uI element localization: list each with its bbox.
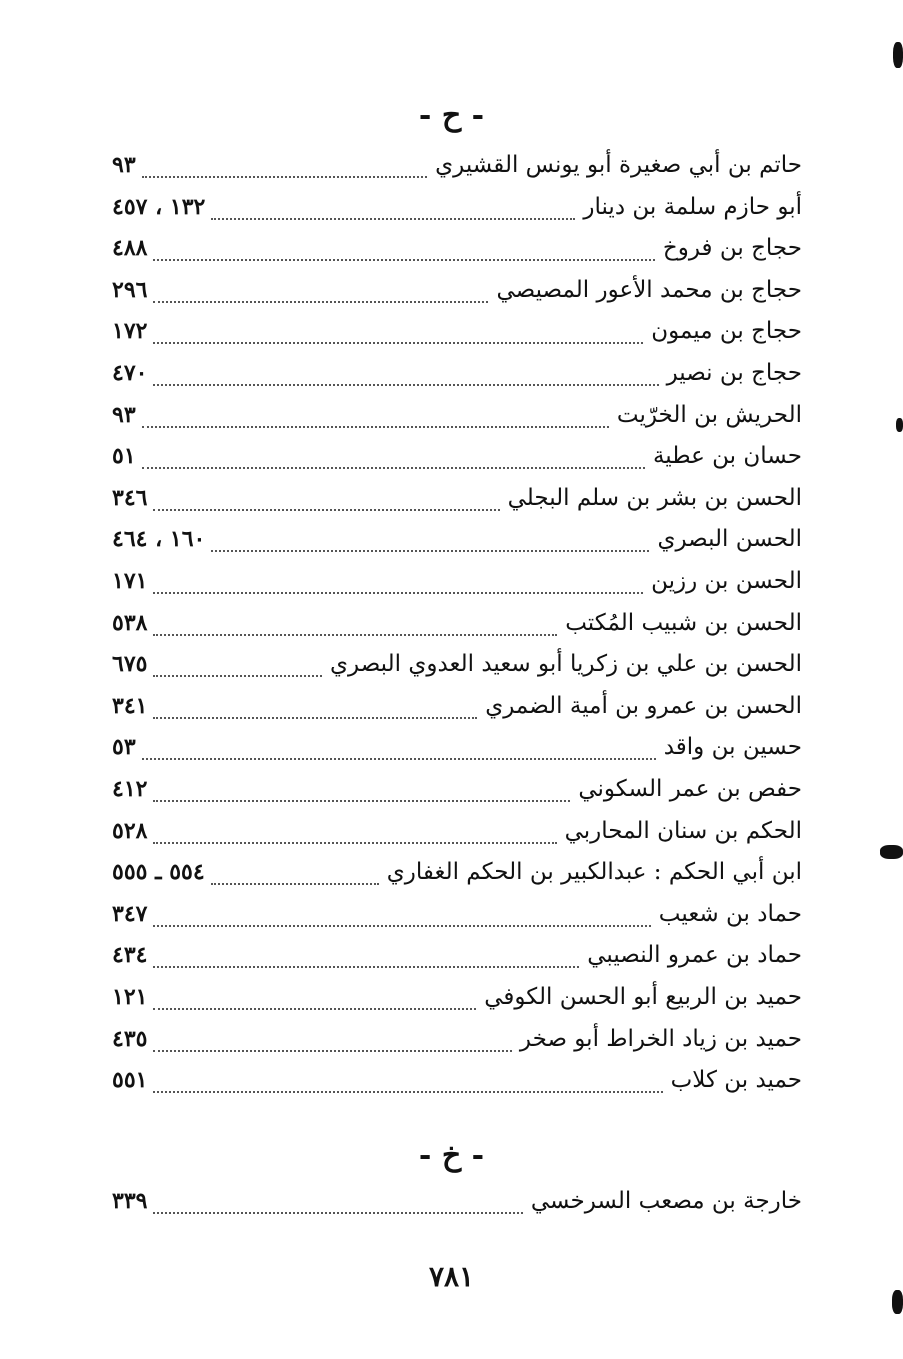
entry-pages: ١٧٢ xyxy=(112,318,148,345)
dot-leader xyxy=(153,1008,476,1010)
entry-pages: ٥٥١ xyxy=(112,1067,148,1094)
entry-name: حجاج بن فروخ xyxy=(662,235,802,262)
entry-pages: ٩٣ xyxy=(112,401,136,428)
dot-leader xyxy=(153,1050,511,1052)
index-entry xyxy=(112,818,802,860)
entry-name: الحسن بن رزين xyxy=(651,568,802,594)
entry-name: حميد بن كلاب xyxy=(670,1067,802,1094)
scan-mark xyxy=(896,418,903,432)
scan-mark xyxy=(892,1290,903,1314)
dot-leader xyxy=(153,925,650,927)
index-entry xyxy=(112,859,802,901)
entry-name: حميد بن زياد الخراط أبو صخر xyxy=(519,1025,802,1052)
entry-name: حفص بن عمر السكوني xyxy=(578,776,802,802)
dot-leader xyxy=(142,426,609,428)
index-entry xyxy=(112,485,802,527)
dot-leader xyxy=(153,342,643,344)
entry-pages: ٩٣ xyxy=(112,152,136,178)
index-entry xyxy=(112,651,802,693)
index-entry xyxy=(112,1026,802,1068)
entry-pages: ٤٨٨ xyxy=(112,235,148,262)
dot-leader xyxy=(153,717,477,719)
entry-pages: ١٧١ xyxy=(112,568,148,594)
entry-pages: ٢٩٦ xyxy=(112,276,148,303)
dot-leader xyxy=(153,842,556,844)
dot-leader xyxy=(153,509,499,511)
entry-name: حجاج بن محمد الأعور المصيصي xyxy=(496,276,802,303)
index-entry xyxy=(112,610,802,652)
entry-pages: ١٢١ xyxy=(112,984,148,1010)
entry-pages: ٥٢٨ xyxy=(112,817,148,844)
entry-name: حجاج بن نصير xyxy=(666,360,802,386)
index-entry xyxy=(112,693,802,735)
index-entry xyxy=(112,901,802,943)
index-entry xyxy=(112,734,802,776)
entry-pages: ٥١ xyxy=(112,443,136,470)
index-entry xyxy=(112,318,802,360)
index-entry xyxy=(112,1188,802,1230)
index-entry xyxy=(112,152,802,194)
section-header-ha: - ح - xyxy=(418,98,485,133)
dot-leader xyxy=(153,384,658,386)
index-entry xyxy=(112,526,802,568)
index-entry xyxy=(112,1067,802,1109)
entry-pages: ٣٤١ xyxy=(112,692,148,719)
entry-name: الحكم بن سنان المحاربي xyxy=(564,817,802,844)
entry-pages: ٤١٢ xyxy=(112,776,148,802)
dot-leader xyxy=(211,218,575,220)
entry-pages: ٥٣ xyxy=(112,734,136,761)
entry-pages: ٤٣٥ xyxy=(112,1025,148,1052)
dot-leader xyxy=(153,966,579,968)
entry-name: حاتم بن أبي صغيرة أبو يونس القشيري xyxy=(435,152,802,178)
entry-pages: ٤٧٠ xyxy=(112,360,148,386)
dot-leader xyxy=(153,259,654,261)
entry-name: حسان بن عطية xyxy=(652,443,802,470)
section-header-kha: - خ - xyxy=(418,1138,485,1173)
entry-pages: ٤٣٤ xyxy=(112,942,148,969)
entry-name: الحسن بن علي بن زكريا أبو سعيد العدوي البصري xyxy=(330,651,802,678)
scan-mark xyxy=(893,42,903,68)
entry-name: الحسن بن بشر بن سلم البجلي xyxy=(507,484,802,511)
index-entry xyxy=(112,443,802,485)
entry-name: خارجة بن مصعب السرخسي xyxy=(530,1188,802,1214)
dot-leader xyxy=(153,634,557,636)
entry-name: الحسن بن عمرو بن أمية الضمري xyxy=(485,692,802,719)
entry-pages: ٥٥٤ ـ ٥٥٥ xyxy=(112,859,205,886)
index-entry xyxy=(112,277,802,319)
dot-leader xyxy=(142,176,428,178)
index-entry xyxy=(112,984,802,1026)
dot-leader xyxy=(153,675,322,677)
entry-name: الحسن بن شبيب المُكتب xyxy=(565,609,802,636)
dot-leader xyxy=(211,550,649,552)
entry-pages: ٣٤٦ xyxy=(112,484,148,511)
entry-name: حماد بن عمرو النصيبي xyxy=(587,942,802,969)
index-entry xyxy=(112,194,802,236)
page-number: ٧٨١ xyxy=(428,1260,475,1293)
scan-mark xyxy=(880,845,903,859)
index-entry xyxy=(112,235,802,277)
entry-pages: ٥٣٨ xyxy=(112,609,148,636)
dot-leader xyxy=(142,467,645,469)
dot-leader xyxy=(211,883,379,885)
entry-name: الحسن البصري xyxy=(657,526,802,553)
entry-pages: ١٦٠ ، ٤٦٤ xyxy=(112,526,206,553)
entry-name: حجاج بن ميمون xyxy=(651,318,802,345)
index-entry xyxy=(112,402,802,444)
entry-pages: ٣٣٩ xyxy=(112,1188,148,1214)
entry-pages: ٦٧٥ xyxy=(112,651,148,678)
index-entry xyxy=(112,776,802,818)
entry-name: الحريش بن الخرّيت xyxy=(616,401,802,428)
dot-leader xyxy=(153,1212,522,1214)
entry-name: حماد بن شعيب xyxy=(658,900,802,927)
dot-leader xyxy=(142,758,656,760)
entry-pages: ٣٤٧ xyxy=(112,900,148,927)
dot-leader xyxy=(153,592,643,594)
entry-name: حميد بن الربيع أبو الحسن الكوفي xyxy=(484,984,802,1010)
entry-name: حسين بن واقد xyxy=(663,734,802,761)
entry-pages: ١٣٢ ، ٤٥٧ xyxy=(112,193,206,220)
index-entry xyxy=(112,942,802,984)
entry-name: أبو حازم سلمة بن دينار xyxy=(583,193,802,220)
dot-leader xyxy=(153,301,488,303)
dot-leader xyxy=(153,1091,662,1093)
dot-leader xyxy=(153,800,570,802)
index-entry xyxy=(112,360,802,402)
entry-name: ابن أبي الحكم : عبدالكبير بن الحكم الغفاري xyxy=(386,859,802,886)
index-entry xyxy=(112,568,802,610)
